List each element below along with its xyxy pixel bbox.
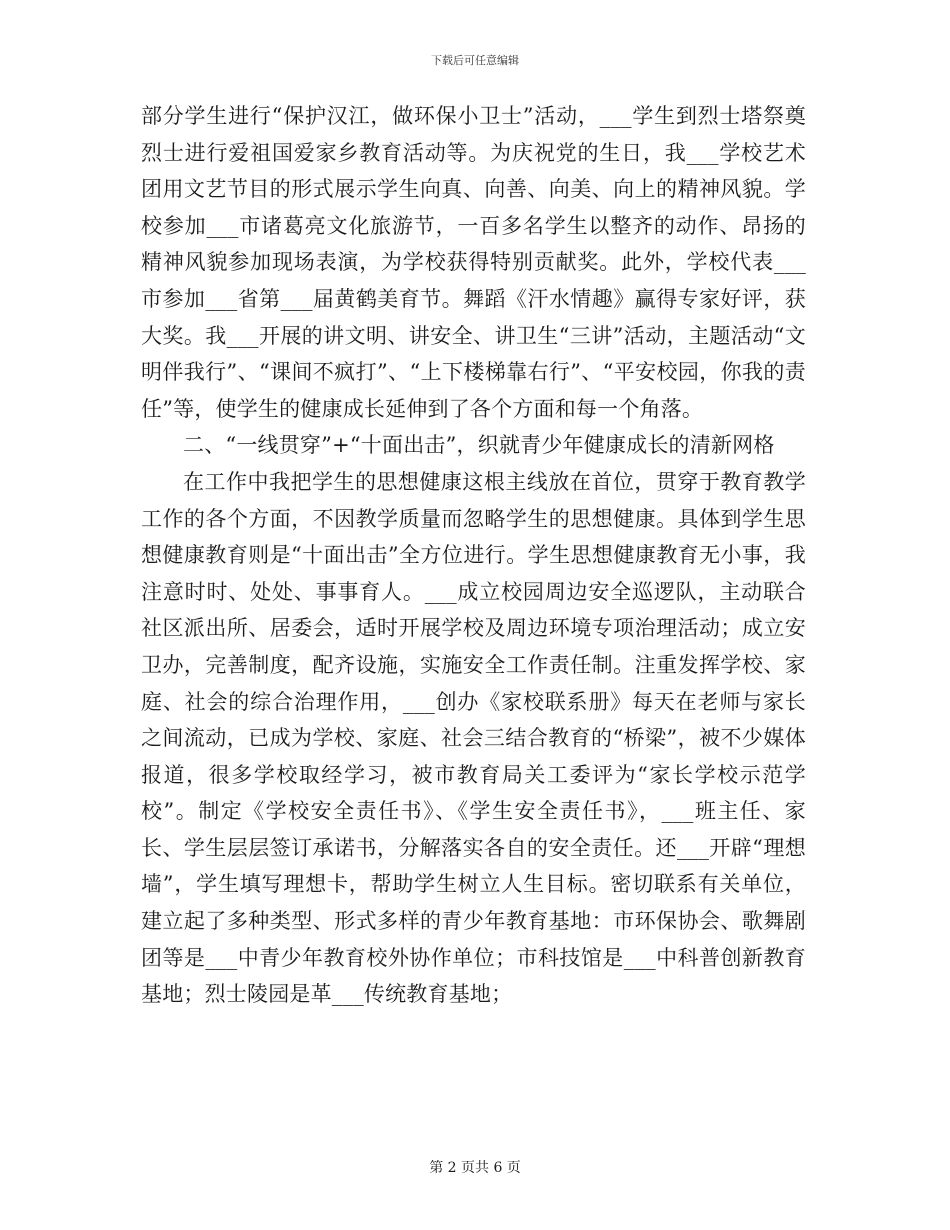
page-number: 第 2 页共 6 页 bbox=[429, 1160, 521, 1176]
body-paragraph-3: 在工作中我把学生的思想健康这根主线放在首位，贯穿于教育教学工作的各个方面，不因教学质量而忽略学生的思想健康。具体到学生思想健康教育则是“十面出击”全方位进行。学生思想健康教育无小事，我注意时时、处处、事事育人。___成立校园周边安全巡逻队，主动联合社区派出所、居委会，适时开展学校及周边环境专项治理活动；成立安卫办，完善制度，配齐设施，实施安全工作责任制。注重发挥学校、家庭、社会的综合治理作用，___创办《家校联系册》每天在老师与家长之间流动，已成为学校、家庭、社会三结合教育的“桥梁”，被不少媒体报道，很多学校取经学习，被市教育局关工委评为“家长学校示范学校”。制定《学校安全责任书》、《学生安全责任书》，___班主任、家长、学生层层签订承诺书，分解落实各自的安全责任。还___开辟“理想墙”，学生填写理想卡，帮助学生树立人生目标。密切联系有关单位，建立起了多种类型、形式多样的青少年教育基地：市环保协会、歌舞剧团等是___中青少年教育校外协作单位；市科技馆是___中科普创新教育基地；烈士陵园是革___传统教育基地； bbox=[141, 469, 806, 1007]
section-heading-2: 二、“一线贯穿”+“十面出击”，织就青少年健康成长的清新网格 bbox=[183, 433, 775, 458]
document-body bbox=[141, 98, 806, 1013]
body-paragraph-1: 部分学生进行“保护汉江，做环保小卫士”活动，___学生到烈士塔祭奠烈士进行爱祖国爱家乡教育活动等。为庆祝党的生日，我___学校艺术团用文艺节目的形式展示学生向真、向善、向美、向上的精神风貌。学校参加___市诸葛亮文化旅游节，一百多名学生以整齐的动作、昂扬的精神风貌参加现场表演，为学校获得特别贡献奖。此外，学校代表___市参加___省第___届黄鹤美育节。舞蹈《汗水情趣》赢得专家好评，获大奖。我___开展的讲文明、讲安全、讲卫生“三讲”活动，主题活动“文明伴我行”、“课间不疯打”、“上下楼梯靠右行”、“平安校园，你我的责任”等，使学生的健康成长延伸到了各个方面和每一个角落。 bbox=[141, 104, 806, 421]
page-header: 下载后可任意编辑 bbox=[431, 54, 519, 67]
